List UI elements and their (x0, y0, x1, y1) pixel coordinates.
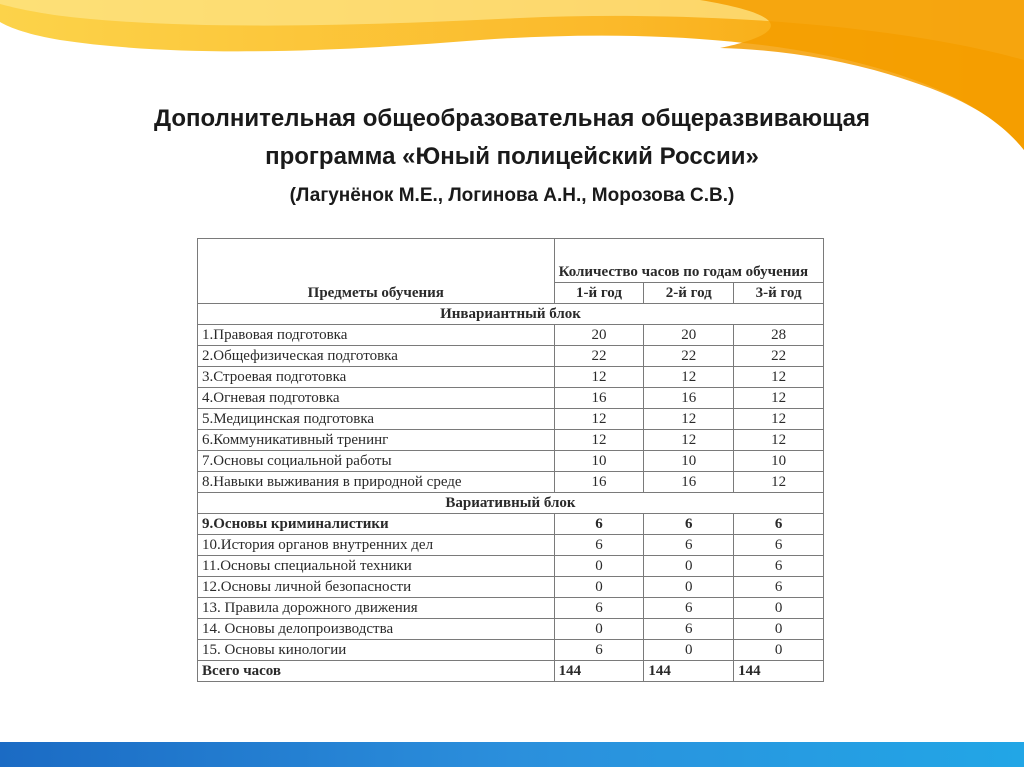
table-row (198, 325, 824, 346)
hours-value: 0 (554, 556, 644, 577)
hours-value: 0 (734, 640, 824, 661)
hours-value: 16 (644, 472, 734, 493)
hours-value: 22 (554, 346, 644, 367)
hours-value: 20 (554, 325, 644, 346)
subject-name: 11.Основы специальной техники (198, 556, 555, 577)
hours-value: 6 (644, 514, 734, 535)
invariant-block-title: Инвариантный блок (198, 304, 824, 325)
subject-name: 12.Основы личной безопасности (198, 577, 555, 598)
hours-value: 28 (734, 325, 824, 346)
hours-value: 10 (734, 451, 824, 472)
table-row (198, 409, 824, 430)
subject-name: 8.Навыки выживания в природной среде (198, 472, 555, 493)
year-header: 2-й год (644, 283, 734, 304)
hours-value: 6 (554, 598, 644, 619)
hours-value: 12 (554, 430, 644, 451)
table-row (198, 388, 824, 409)
hours-value: 12 (644, 430, 734, 451)
table-row (198, 619, 824, 640)
hours-header: Количество часов по годам обучения (554, 239, 823, 283)
hours-value: 12 (554, 409, 644, 430)
title-block (0, 100, 1024, 210)
year-header: 1-й год (554, 283, 644, 304)
subject-name: 2.Общефизическая подготовка (198, 346, 555, 367)
hours-value: 10 (644, 451, 734, 472)
total-value: 144 (554, 661, 644, 682)
hours-value: 6 (644, 598, 734, 619)
invariant-rows (198, 325, 824, 493)
hours-value: 0 (554, 619, 644, 640)
hours-value: 12 (734, 409, 824, 430)
hours-value: 12 (734, 367, 824, 388)
page-title-line2: программа «Юный полицейский России» (265, 143, 759, 170)
table-row (198, 367, 824, 388)
header-row (198, 239, 824, 283)
bottom-bar-decoration (0, 742, 1024, 767)
hours-value: 16 (644, 388, 734, 409)
hours-value: 6 (554, 640, 644, 661)
subject-name: 7.Основы социальной работы (198, 451, 555, 472)
total-value: 144 (644, 661, 734, 682)
total-value: 144 (734, 661, 824, 682)
hours-value: 12 (734, 388, 824, 409)
variative-rows (198, 514, 824, 661)
hours-value: 6 (554, 535, 644, 556)
total-row (198, 661, 824, 682)
hours-value: 0 (644, 556, 734, 577)
hours-value: 12 (734, 472, 824, 493)
program-table (197, 238, 824, 682)
hours-value: 22 (644, 346, 734, 367)
subject-name: 14. Основы делопроизводства (198, 619, 555, 640)
hours-value: 0 (644, 640, 734, 661)
hours-value: 6 (734, 556, 824, 577)
table-row (198, 451, 824, 472)
page-title-line1: Дополнительная общеобразовательная общеразвивающая (154, 105, 870, 132)
hours-value: 16 (554, 472, 644, 493)
hours-value: 10 (554, 451, 644, 472)
hours-value: 20 (644, 325, 734, 346)
hours-value: 0 (734, 598, 824, 619)
variative-block-title: Вариативный блок (198, 493, 824, 514)
subject-name: 13. Правила дорожного движения (198, 598, 555, 619)
subject-name: 15. Основы кинологии (198, 640, 555, 661)
hours-value: 0 (644, 577, 734, 598)
hours-value: 6 (734, 577, 824, 598)
block-row (198, 493, 824, 514)
table-row (198, 535, 824, 556)
subject-name: 10.История органов внутренних дел (198, 535, 555, 556)
subject-name: 1.Правовая подготовка (198, 325, 555, 346)
table-row (198, 472, 824, 493)
hours-value: 6 (734, 514, 824, 535)
subject-name: 3.Строевая подготовка (198, 367, 555, 388)
block-row (198, 304, 824, 325)
hours-value: 6 (554, 514, 644, 535)
subject-name: 9.Основы криминалистики (198, 514, 555, 535)
hours-value: 12 (554, 367, 644, 388)
hours-value: 22 (734, 346, 824, 367)
hours-value: 6 (644, 619, 734, 640)
hours-value: 6 (644, 535, 734, 556)
table-row (198, 430, 824, 451)
subjects-header: Предметы обучения (198, 239, 555, 304)
table-row (198, 346, 824, 367)
table-row (198, 514, 824, 535)
hours-value: 16 (554, 388, 644, 409)
table-row (198, 640, 824, 661)
subject-name: 4.Огневая подготовка (198, 388, 555, 409)
hours-value: 12 (734, 430, 824, 451)
table-row (198, 577, 824, 598)
hours-value: 0 (554, 577, 644, 598)
subject-name: 5.Медицинская подготовка (198, 409, 555, 430)
subject-name: 6.Коммуникативный тренинг (198, 430, 555, 451)
hours-value: 12 (644, 367, 734, 388)
hours-value: 6 (734, 535, 824, 556)
year-header: 3-й год (734, 283, 824, 304)
table-row (198, 556, 824, 577)
total-label: Всего часов (198, 661, 555, 682)
hours-value: 0 (734, 619, 824, 640)
page-authors: (Лагунёнок М.Е., Логинова А.Н., Морозова С.В.) (289, 185, 735, 206)
table-row (198, 598, 824, 619)
hours-value: 12 (644, 409, 734, 430)
